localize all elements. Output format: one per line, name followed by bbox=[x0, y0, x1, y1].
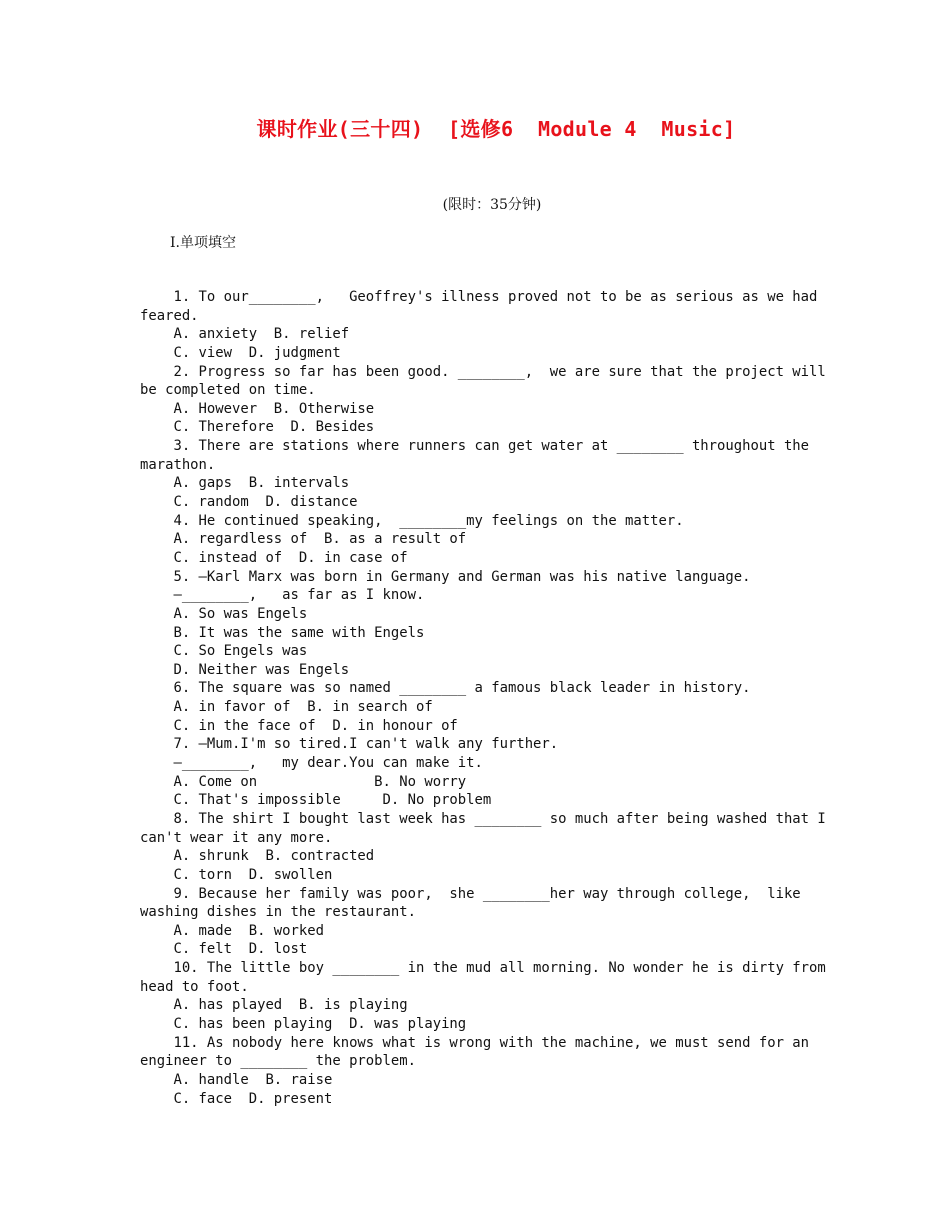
text-line: C. Therefore D. Besides bbox=[140, 419, 375, 436]
text-line: 5. —Karl Marx was born in Germany and German was his native language. bbox=[140, 568, 751, 585]
text-line: C. felt D. lost bbox=[140, 941, 308, 958]
text-line: A. anxiety B. relief bbox=[140, 326, 350, 343]
text-line: C. So Engels was bbox=[140, 643, 308, 660]
text-line: A. has played B. is playing bbox=[140, 997, 408, 1014]
text-line: engineer to ________ the problem. bbox=[140, 1053, 416, 1070]
text-line: washing dishes in the restaurant. bbox=[140, 904, 416, 921]
text-line: 3. There are stations where runners can get water at ________ throughout the bbox=[140, 438, 810, 455]
text-line: 9. Because her family was poor, she ________her way through college, like bbox=[140, 885, 801, 902]
section-heading: Ⅰ.单项填空 bbox=[170, 235, 236, 251]
text-line: 2. Progress so far has been good. ________, we are sure that the project will bbox=[140, 363, 826, 380]
text-line: 7. —Mum.I'm so tired.I can't walk any further. bbox=[140, 736, 559, 753]
text-line: C. That's impossible D. No problem bbox=[140, 792, 492, 809]
text-line: C. random D. distance bbox=[140, 494, 358, 511]
text-line: —________, as far as I know. bbox=[140, 587, 425, 604]
question-list bbox=[140, 288, 826, 1108]
text-line: 1. To our________, Geoffrey's illness proved not to be as serious as we had bbox=[140, 289, 818, 305]
text-line: C. has been playing D. was playing bbox=[140, 1015, 467, 1032]
text-line: 4. He continued speaking, ________my feelings on the matter. bbox=[140, 512, 684, 529]
text-line: A. However B. Otherwise bbox=[140, 400, 375, 417]
text-line: C. view D. judgment bbox=[140, 344, 341, 361]
text-line: A. regardless of B. as a result of bbox=[140, 531, 467, 548]
text-line: A. made B. worked bbox=[140, 922, 324, 939]
text-line: A. gaps B. intervals bbox=[140, 475, 350, 492]
text-line: head to foot. bbox=[140, 978, 249, 995]
page-title: 课时作业(三十四) [选修6 Module 4 Music] bbox=[256, 117, 736, 141]
text-line: can't wear it any more. bbox=[140, 829, 333, 846]
text-line: A. shrunk B. contracted bbox=[140, 848, 375, 865]
text-line: C. face D. present bbox=[140, 1090, 333, 1107]
text-line: 6. The square was so named ________ a famous black leader in history. bbox=[140, 680, 751, 697]
text-line: 8. The shirt I bought last week has ________ so much after being washed that I bbox=[140, 810, 826, 827]
text-line: A. So was Engels bbox=[140, 605, 308, 622]
text-line: A. Come on B. No worry bbox=[140, 773, 467, 790]
text-line: marathon. bbox=[140, 456, 216, 473]
text-line: 11. As nobody here knows what is wrong with the machine, we must send for an bbox=[140, 1034, 810, 1051]
text-line: be completed on time. bbox=[140, 382, 316, 399]
text-line: C. torn D. swollen bbox=[140, 866, 333, 883]
text-line: feared. bbox=[140, 307, 199, 324]
text-line: 10. The little boy ________ in the mud all morning. No wonder he is dirty from bbox=[140, 960, 826, 977]
text-line: —________, my dear.You can make it. bbox=[140, 755, 483, 772]
text-line: C. in the face of D. in honour of bbox=[140, 717, 458, 734]
time-limit: (限时：35分钟) bbox=[442, 197, 542, 213]
text-line: D. Neither was Engels bbox=[140, 661, 350, 678]
text-line: B. It was the same with Engels bbox=[140, 624, 425, 641]
text-line: A. handle B. raise bbox=[140, 1071, 333, 1088]
text-line: C. instead of D. in case of bbox=[140, 549, 408, 566]
text-line: A. in favor of B. in search of bbox=[140, 699, 433, 716]
